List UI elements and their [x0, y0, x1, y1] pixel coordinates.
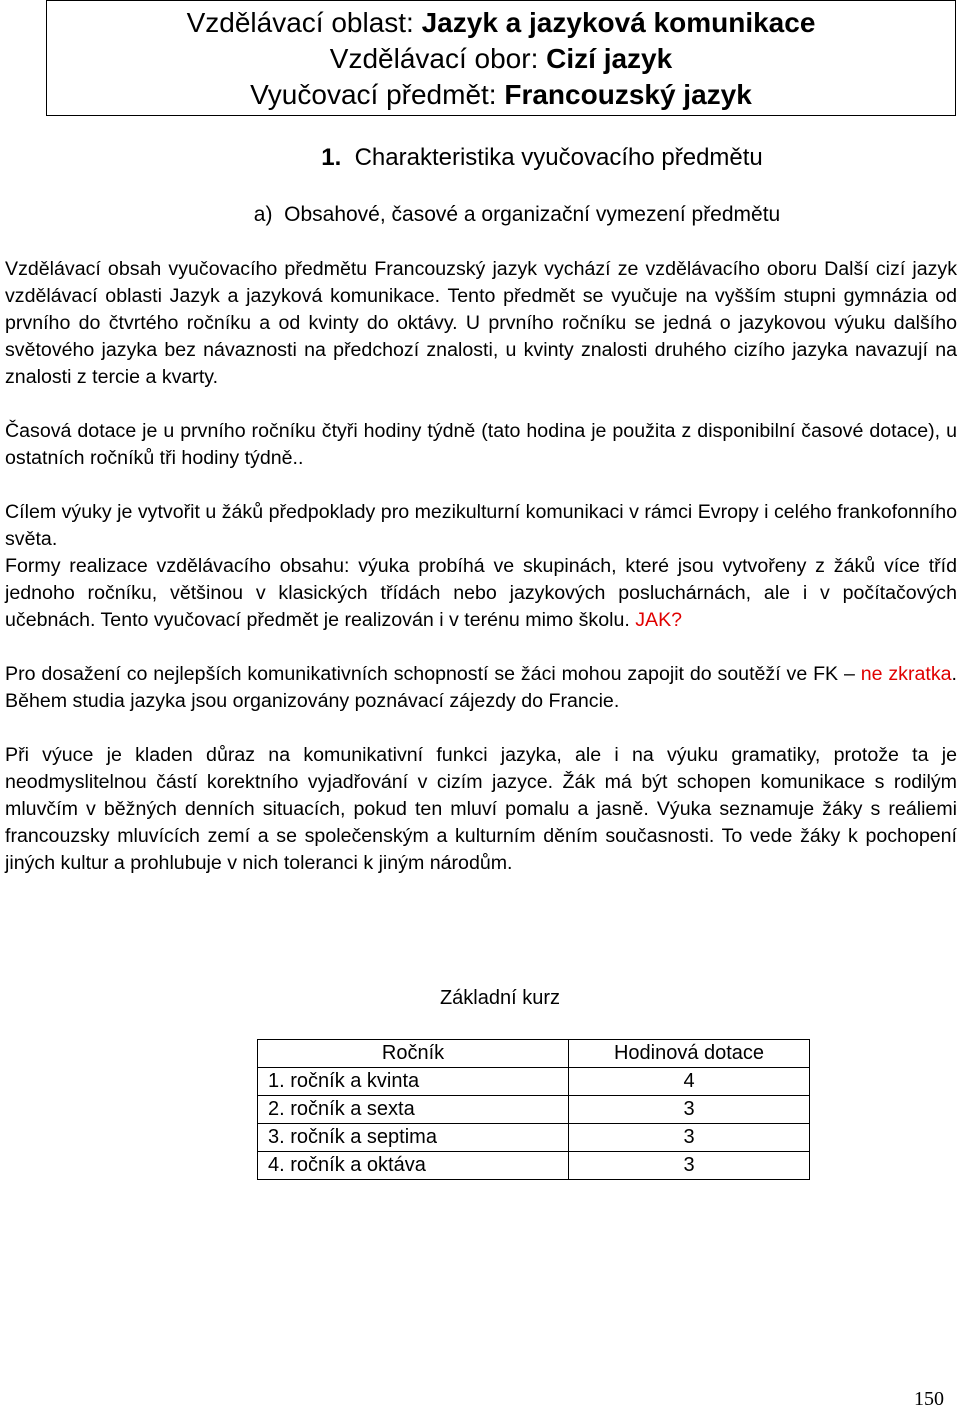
- table-caption: Základní kurz: [439, 987, 561, 1009]
- header-line-subject: [47, 77, 955, 113]
- cell-hours: 3: [569, 1152, 810, 1180]
- subject-label: Vyučovací předmět:: [250, 79, 505, 110]
- area-value: Jazyk a jazyková komunikace: [421, 7, 816, 38]
- subsection-title: Obsahové, časové a organizační vymezení předmětu: [284, 203, 781, 226]
- header-cell-grade: Ročník: [258, 1040, 569, 1068]
- header-line-field: [47, 41, 955, 77]
- forms-red-note: JAK?: [635, 609, 683, 631]
- table-row: [258, 1096, 810, 1124]
- area-label: Vzdělávací oblast:: [186, 7, 422, 38]
- competitions-red-note: ne zkratka: [860, 663, 952, 685]
- table-row: [258, 1068, 810, 1096]
- field-value: Cizí jazyk: [546, 43, 673, 74]
- cell-grade: 4. ročník a oktáva: [258, 1152, 569, 1180]
- hours-table: [257, 1039, 810, 1180]
- header-cell-hours: Hodinová dotace: [569, 1040, 810, 1068]
- paragraph-forms: [5, 553, 957, 634]
- header-box: [46, 0, 956, 116]
- field-label: Vzdělávací obor:: [329, 43, 547, 74]
- section-title: Charakteristika vyučovacího předmětu: [354, 144, 763, 171]
- competitions-text-a: Pro dosažení co nejlepších komunikativních schopností se žáci mohou zapojit do soutěží ve FK –: [5, 663, 861, 685]
- section-number: 1.: [321, 144, 342, 171]
- cell-grade: 3. ročník a septima: [258, 1124, 569, 1152]
- cell-hours: 4: [569, 1068, 810, 1096]
- subsection-heading: [37, 200, 960, 230]
- cell-grade: 1. ročník a kvinta: [258, 1068, 569, 1096]
- table-row: [258, 1124, 810, 1152]
- cell-hours: 3: [569, 1124, 810, 1152]
- cell-grade: 2. ročník a sexta: [258, 1096, 569, 1124]
- paragraph-intro: Vzdělávací obsah vyučovacího předmětu Francouzský jazyk vychází ze vzdělávacího oboru Další cizí jazyk vzdělávací oblasti Jazyk a jazyková komunikace. Tento předmět se vyučuje na vyšším stupni gymnázia od prvního do čtvrtého ročníku a od kvinty do oktávy. U prvního ročníku se jedná o jazykovou výuku dalšího světového jazyka bez návaznosti na předchozí znalosti, u kvinty znalosti druhého cizího jazyka navazují na znalosti z tercie a kvarty.: [5, 258, 957, 388]
- cell-hours: 3: [569, 1096, 810, 1124]
- table-header-row: [258, 1040, 810, 1068]
- page-number: 150: [914, 1388, 944, 1410]
- paragraph-emphasis: Při výuce je kladen důraz na komunikativní funkci jazyka, ale i na výuku gramatiky, protože ta je neodmyslitelnou částí korektního vyjadřování v cizím jazyce. Žák má být schopen komunikace s rodilým mluvčím v běžných denních situacích, pokud ten mluví pomalu a jasně. Výuka seznamuje žáky s reáliemi francouzsky mluvících zemí a se společenským a kulturním děním současnosti. To vede žáky k pochopení jiných kultur a prohlubuje v nich toleranci k jiným národům.: [5, 744, 957, 874]
- paragraph-competitions: [5, 661, 957, 715]
- forms-text: Formy realizace vzdělávacího obsahu: výuka probíhá ve skupinách, které jsou vytvořeny z žáků více tříd jednoho ročníku, většinou v klasických třídách nebo jazykových posluchárnách, ale i v počítačových učebnách. Tento vyučovací předmět je realizován i v terénu mimo školu.: [5, 555, 957, 631]
- subject-value: Francouzský jazyk: [504, 79, 752, 110]
- header-line-area: [47, 5, 955, 41]
- paragraph-time-allocation: Časová dotace je u prvního ročníku čtyři hodiny týdně (tato hodina je použita z disponibilní časové dotace), u ostatních ročníků tři hodiny týdně..: [5, 420, 957, 469]
- subsection-letter: a): [253, 203, 273, 226]
- section-heading: [62, 143, 960, 173]
- table-row: [258, 1152, 810, 1180]
- paragraph-goal: Cílem výuky je vytvořit u žáků předpoklady pro mezikulturní komunikaci v rámci Evropy i celého frankofonního světa.: [5, 501, 957, 550]
- competitions-text-b: . Během studia jazyka jsou organizovány poznávací zájezdy do Francie.: [5, 663, 957, 712]
